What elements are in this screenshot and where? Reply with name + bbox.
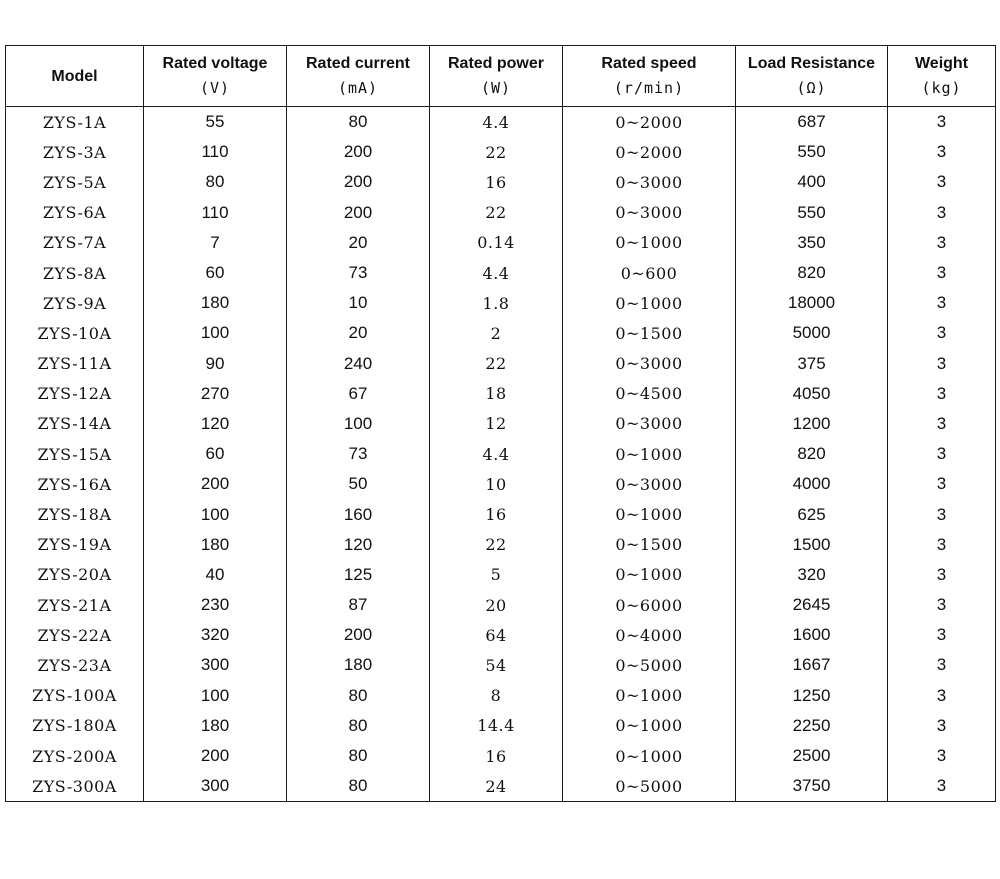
- cell-rated-current: 80: [287, 711, 430, 741]
- cell-rated-power: 5: [430, 560, 563, 590]
- cell-model: ZYS-8A: [6, 258, 144, 288]
- cell-model: ZYS-1A: [6, 107, 144, 138]
- cell-load-resistance: 820: [736, 439, 888, 469]
- cell-model: ZYS-5A: [6, 167, 144, 197]
- cell-rated-speed: 0~1000: [563, 288, 736, 318]
- cell-model: ZYS-7A: [6, 228, 144, 258]
- cell-model: ZYS-300A: [6, 771, 144, 802]
- cell-weight: 3: [888, 439, 996, 469]
- cell-rated-speed: 0~1000: [563, 711, 736, 741]
- table-row: [6, 379, 996, 409]
- cell-load-resistance: 18000: [736, 288, 888, 318]
- cell-weight: 3: [888, 620, 996, 650]
- cell-rated-voltage: 110: [144, 137, 287, 167]
- cell-rated-speed: 0~5000: [563, 650, 736, 680]
- cell-load-resistance: 3750: [736, 771, 888, 802]
- cell-rated-voltage: 55: [144, 107, 287, 138]
- cell-rated-voltage: 100: [144, 681, 287, 711]
- cell-rated-voltage: 110: [144, 198, 287, 228]
- table-body: [6, 107, 996, 802]
- cell-rated-power: 4.4: [430, 258, 563, 288]
- cell-weight: 3: [888, 560, 996, 590]
- cell-rated-current: 73: [287, 439, 430, 469]
- table-row: [6, 288, 996, 318]
- table-row: [6, 560, 996, 590]
- cell-model: ZYS-10A: [6, 318, 144, 348]
- cell-weight: 3: [888, 741, 996, 771]
- cell-model: ZYS-19A: [6, 530, 144, 560]
- cell-load-resistance: 400: [736, 167, 888, 197]
- cell-rated-speed: 0~1000: [563, 741, 736, 771]
- cell-rated-current: 80: [287, 681, 430, 711]
- cell-rated-speed: 0~3000: [563, 409, 736, 439]
- cell-model: ZYS-100A: [6, 681, 144, 711]
- column-header-unit: (r/min): [613, 79, 685, 97]
- cell-load-resistance: 1200: [736, 409, 888, 439]
- cell-model: ZYS-21A: [6, 590, 144, 620]
- cell-rated-voltage: 300: [144, 771, 287, 802]
- cell-weight: 3: [888, 349, 996, 379]
- cell-rated-power: 12: [430, 409, 563, 439]
- column-header-weight: [888, 46, 996, 107]
- cell-rated-power: 1.8: [430, 288, 563, 318]
- table-row: [6, 167, 996, 197]
- column-header-label: Rated voltage: [162, 55, 268, 72]
- column-header-unit: (Ω): [796, 79, 827, 97]
- cell-model: ZYS-14A: [6, 409, 144, 439]
- cell-weight: 3: [888, 409, 996, 439]
- cell-weight: 3: [888, 771, 996, 802]
- cell-rated-current: 67: [287, 379, 430, 409]
- cell-rated-voltage: 320: [144, 620, 287, 650]
- cell-load-resistance: 687: [736, 107, 888, 138]
- table-row: [6, 318, 996, 348]
- cell-rated-voltage: 100: [144, 318, 287, 348]
- column-header-label: Rated current: [305, 55, 411, 72]
- table-row: [6, 137, 996, 167]
- table-row: [6, 107, 996, 138]
- column-header-rated-speed: [563, 46, 736, 107]
- cell-model: ZYS-200A: [6, 741, 144, 771]
- cell-model: ZYS-22A: [6, 620, 144, 650]
- cell-model: ZYS-16A: [6, 469, 144, 499]
- table-row: [6, 650, 996, 680]
- cell-rated-current: 120: [287, 530, 430, 560]
- cell-load-resistance: 550: [736, 137, 888, 167]
- cell-rated-speed: 0~1500: [563, 318, 736, 348]
- cell-load-resistance: 2500: [736, 741, 888, 771]
- cell-rated-speed: 0~1000: [563, 499, 736, 529]
- cell-load-resistance: 4000: [736, 469, 888, 499]
- table-row: [6, 711, 996, 741]
- cell-load-resistance: 2645: [736, 590, 888, 620]
- cell-rated-power: 22: [430, 198, 563, 228]
- cell-weight: 3: [888, 379, 996, 409]
- cell-rated-current: 200: [287, 198, 430, 228]
- column-header-rated-current: [287, 46, 430, 107]
- cell-load-resistance: 1667: [736, 650, 888, 680]
- cell-rated-current: 80: [287, 741, 430, 771]
- cell-rated-voltage: 270: [144, 379, 287, 409]
- cell-rated-speed: 0~1500: [563, 530, 736, 560]
- column-header-unit: (kg): [921, 79, 962, 97]
- cell-model: ZYS-18A: [6, 499, 144, 529]
- column-header-unit: (mA): [337, 79, 379, 97]
- column-header-unit: (V): [199, 79, 231, 97]
- cell-load-resistance: 320: [736, 560, 888, 590]
- cell-rated-voltage: 230: [144, 590, 287, 620]
- cell-weight: 3: [888, 228, 996, 258]
- cell-rated-speed: 0~3000: [563, 167, 736, 197]
- column-header-label: Load Resistance: [747, 55, 876, 72]
- cell-rated-speed: 0~4000: [563, 620, 736, 650]
- cell-rated-speed: 0~1000: [563, 681, 736, 711]
- cell-rated-speed: 0~3000: [563, 349, 736, 379]
- cell-weight: 3: [888, 530, 996, 560]
- cell-rated-current: 200: [287, 167, 430, 197]
- cell-load-resistance: 550: [736, 198, 888, 228]
- header-row: [6, 46, 996, 107]
- cell-rated-speed: 0~1000: [563, 560, 736, 590]
- table-row: [6, 590, 996, 620]
- cell-rated-speed: 0~1000: [563, 439, 736, 469]
- cell-weight: 3: [888, 590, 996, 620]
- cell-rated-power: 8: [430, 681, 563, 711]
- cell-weight: 3: [888, 469, 996, 499]
- cell-rated-current: 50: [287, 469, 430, 499]
- column-header-load-resistance: [736, 46, 888, 107]
- cell-rated-voltage: 80: [144, 167, 287, 197]
- cell-rated-speed: 0~5000: [563, 771, 736, 802]
- cell-rated-voltage: 60: [144, 439, 287, 469]
- table-row: [6, 198, 996, 228]
- column-header-label: Weight: [914, 55, 969, 72]
- cell-load-resistance: 1600: [736, 620, 888, 650]
- cell-rated-power: 2: [430, 318, 563, 348]
- cell-rated-power: 18: [430, 379, 563, 409]
- cell-weight: 3: [888, 258, 996, 288]
- cell-load-resistance: 2250: [736, 711, 888, 741]
- cell-rated-voltage: 180: [144, 288, 287, 318]
- column-header-label: Rated speed: [601, 55, 697, 72]
- cell-load-resistance: 1250: [736, 681, 888, 711]
- cell-rated-speed: 0~3000: [563, 198, 736, 228]
- cell-rated-power: 20: [430, 590, 563, 620]
- cell-rated-current: 125: [287, 560, 430, 590]
- cell-rated-power: 54: [430, 650, 563, 680]
- cell-rated-current: 20: [287, 228, 430, 258]
- column-header-model: [6, 46, 144, 107]
- cell-model: ZYS-3A: [6, 137, 144, 167]
- cell-rated-speed: 0~4500: [563, 379, 736, 409]
- cell-rated-speed: 0~2000: [563, 107, 736, 138]
- cell-rated-current: 80: [287, 107, 430, 138]
- cell-rated-voltage: 7: [144, 228, 287, 258]
- table-row: [6, 620, 996, 650]
- column-header-label: Rated power: [447, 55, 544, 72]
- cell-model: ZYS-11A: [6, 349, 144, 379]
- cell-load-resistance: 625: [736, 499, 888, 529]
- cell-rated-power: 4.4: [430, 107, 563, 138]
- cell-weight: 3: [888, 318, 996, 348]
- cell-load-resistance: 375: [736, 349, 888, 379]
- table-row: [6, 499, 996, 529]
- cell-rated-current: 10: [287, 288, 430, 318]
- cell-rated-power: 10: [430, 469, 563, 499]
- table-row: [6, 258, 996, 288]
- cell-load-resistance: 4050: [736, 379, 888, 409]
- cell-weight: 3: [888, 137, 996, 167]
- cell-rated-current: 180: [287, 650, 430, 680]
- cell-rated-current: 73: [287, 258, 430, 288]
- cell-rated-voltage: 40: [144, 560, 287, 590]
- cell-rated-current: 200: [287, 620, 430, 650]
- motor-spec-table: [5, 45, 996, 802]
- cell-load-resistance: 5000: [736, 318, 888, 348]
- cell-rated-current: 100: [287, 409, 430, 439]
- cell-rated-power: 16: [430, 741, 563, 771]
- cell-weight: 3: [888, 499, 996, 529]
- table-row: [6, 469, 996, 499]
- cell-weight: 3: [888, 198, 996, 228]
- cell-load-resistance: 350: [736, 228, 888, 258]
- column-header-unit: (W): [480, 79, 512, 97]
- cell-rated-power: 22: [430, 137, 563, 167]
- cell-rated-power: 22: [430, 349, 563, 379]
- cell-rated-speed: 0~1000: [563, 228, 736, 258]
- cell-rated-current: 20: [287, 318, 430, 348]
- cell-rated-power: 14.4: [430, 711, 563, 741]
- cell-weight: 3: [888, 650, 996, 680]
- cell-rated-voltage: 60: [144, 258, 287, 288]
- cell-rated-voltage: 120: [144, 409, 287, 439]
- cell-weight: 3: [888, 107, 996, 138]
- cell-rated-power: 64: [430, 620, 563, 650]
- cell-model: ZYS-15A: [6, 439, 144, 469]
- column-header-label: Model: [51, 67, 98, 85]
- cell-model: ZYS-180A: [6, 711, 144, 741]
- cell-rated-power: 16: [430, 499, 563, 529]
- table-row: [6, 741, 996, 771]
- table-row: [6, 530, 996, 560]
- cell-rated-power: 4.4: [430, 439, 563, 469]
- cell-rated-voltage: 180: [144, 530, 287, 560]
- table-row: [6, 409, 996, 439]
- cell-rated-voltage: 100: [144, 499, 287, 529]
- cell-rated-voltage: 300: [144, 650, 287, 680]
- cell-weight: 3: [888, 288, 996, 318]
- cell-rated-power: 24: [430, 771, 563, 802]
- cell-model: ZYS-20A: [6, 560, 144, 590]
- cell-rated-speed: 0~2000: [563, 137, 736, 167]
- cell-rated-current: 87: [287, 590, 430, 620]
- cell-rated-power: 0.14: [430, 228, 563, 258]
- cell-load-resistance: 1500: [736, 530, 888, 560]
- cell-model: ZYS-6A: [6, 198, 144, 228]
- column-header-rated-voltage: [144, 46, 287, 107]
- cell-rated-speed: 0~600: [563, 258, 736, 288]
- table-row: [6, 681, 996, 711]
- table-row: [6, 228, 996, 258]
- cell-rated-power: 22: [430, 530, 563, 560]
- cell-load-resistance: 820: [736, 258, 888, 288]
- table-row: [6, 439, 996, 469]
- cell-weight: 3: [888, 681, 996, 711]
- cell-rated-current: 240: [287, 349, 430, 379]
- cell-rated-current: 200: [287, 137, 430, 167]
- cell-rated-current: 80: [287, 771, 430, 802]
- cell-weight: 3: [888, 167, 996, 197]
- cell-model: ZYS-9A: [6, 288, 144, 318]
- cell-weight: 3: [888, 711, 996, 741]
- cell-rated-power: 16: [430, 167, 563, 197]
- column-header-rated-power: [430, 46, 563, 107]
- cell-rated-current: 160: [287, 499, 430, 529]
- cell-rated-speed: 0~3000: [563, 469, 736, 499]
- cell-model: ZYS-12A: [6, 379, 144, 409]
- cell-rated-voltage: 180: [144, 711, 287, 741]
- cell-rated-voltage: 90: [144, 349, 287, 379]
- table-row: [6, 349, 996, 379]
- cell-rated-speed: 0~6000: [563, 590, 736, 620]
- cell-rated-voltage: 200: [144, 741, 287, 771]
- cell-rated-voltage: 200: [144, 469, 287, 499]
- table-row: [6, 771, 996, 802]
- cell-model: ZYS-23A: [6, 650, 144, 680]
